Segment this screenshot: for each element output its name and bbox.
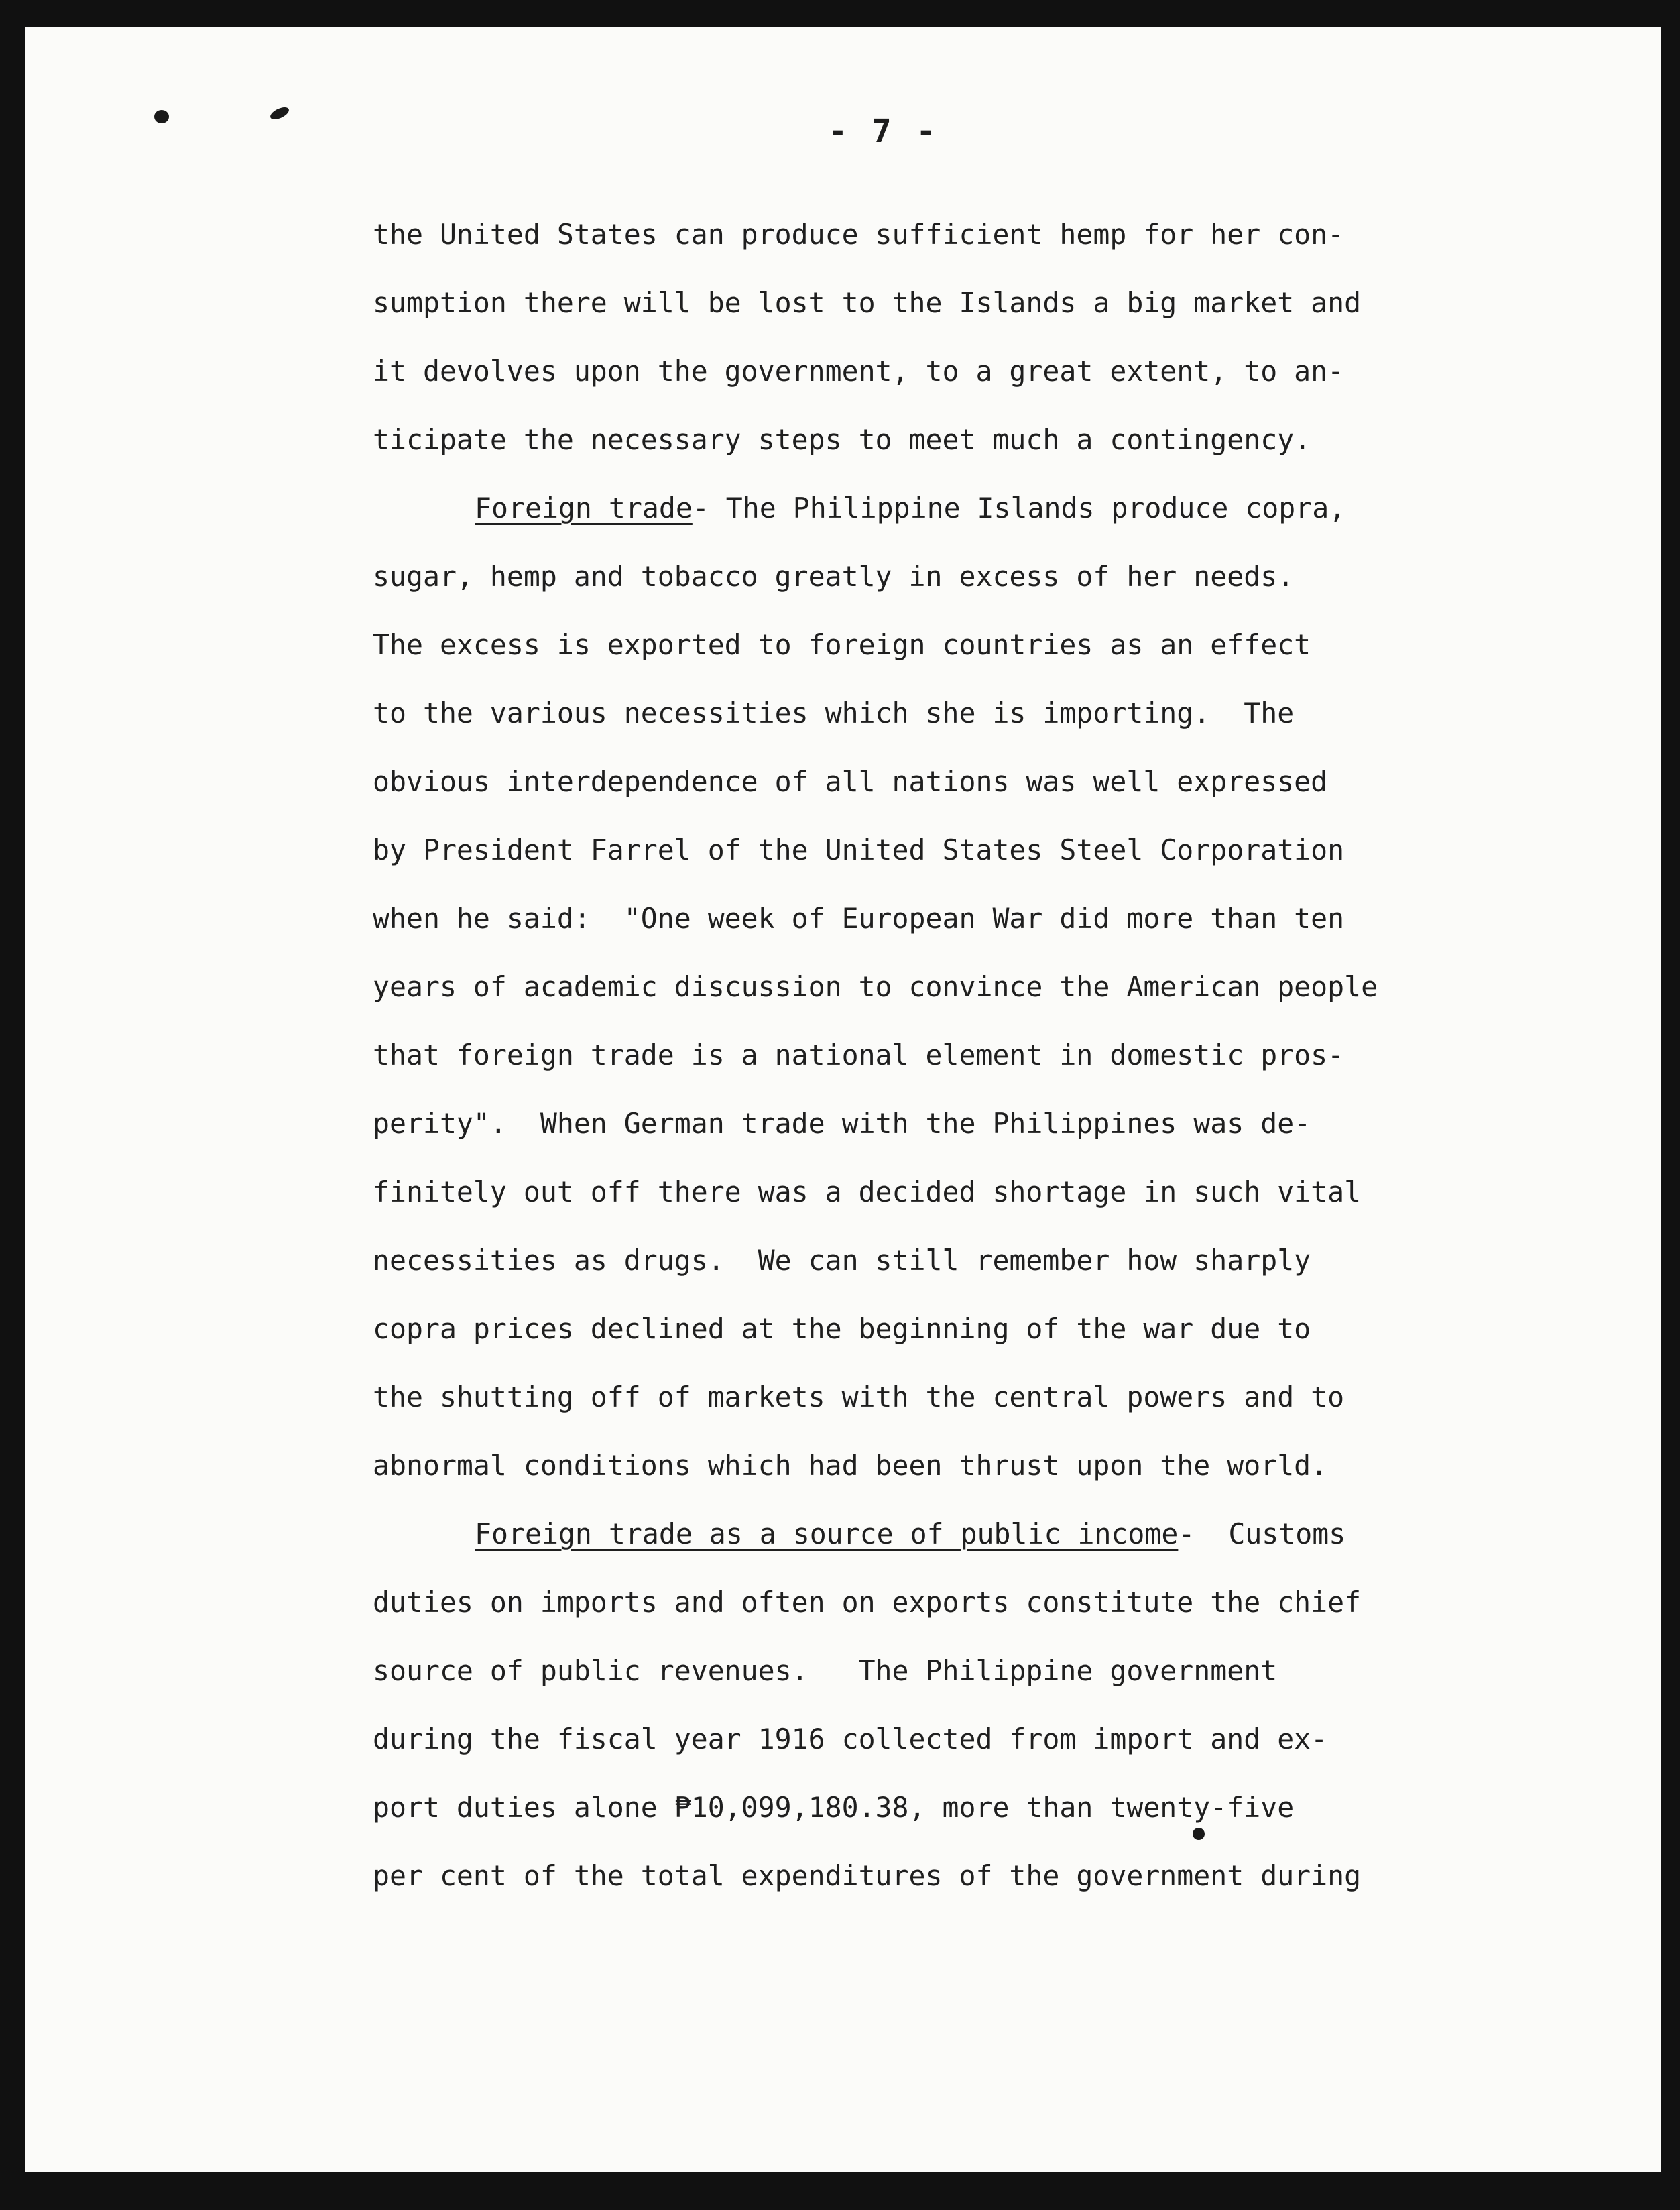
text-line: finitely out off there was a decided shortage in such vital <box>373 1175 1362 1208</box>
ink-dot-mark <box>1193 1828 1205 1840</box>
text-line: perity". When German trade with the Philippines was de- <box>373 1107 1311 1140</box>
text-line: by President Farrel of the United States Steel Corporation <box>373 833 1345 866</box>
text-line: it devolves upon the government, to a great extent, to an- <box>373 355 1345 388</box>
ink-blot-mark <box>154 110 169 123</box>
ink-blot-mark <box>268 105 290 121</box>
text-line: copra prices declined at the beginning of the war due to <box>373 1312 1311 1345</box>
text-line: abnormal conditions which had been thrust upon the world. <box>373 1449 1328 1482</box>
text-line: the United States can produce sufficient hemp for her con- <box>373 218 1345 251</box>
text-line: duties on imports and often on exports constitute the chief <box>373 1586 1362 1619</box>
text-line: ticipate the necessary steps to meet much a contingency. <box>373 423 1311 456</box>
text-line: that foreign trade is a national element in domestic pros- <box>373 1039 1345 1071</box>
typed-page <box>25 27 1661 2172</box>
section-heading: Foreign trade <box>475 491 693 524</box>
text-line: sugar, hemp and tobacco greatly in excess of her needs. <box>373 560 1295 593</box>
text-line: to the various necessities which she is importing. The <box>373 697 1295 730</box>
text-line: during the fiscal year 1916 collected from import and ex- <box>373 1723 1328 1755</box>
page-number: - 7 - <box>828 113 939 150</box>
text-line: the shutting off of markets with the central powers and to <box>373 1381 1345 1413</box>
text-line: The excess is exported to foreign countries as an effect <box>373 628 1311 661</box>
text-line: years of academic discussion to convince the American people <box>373 970 1378 1003</box>
text-line: obvious interdependence of all nations was well expressed <box>373 765 1328 798</box>
text-line: per cent of the total expenditures of the government during <box>373 1859 1362 1892</box>
text-line: sumption there will be lost to the Islands a big market and <box>373 286 1362 319</box>
text-line: when he said: "One week of European War did more than ten <box>373 902 1345 935</box>
section-heading: Foreign trade as a source of public income <box>475 1517 1179 1550</box>
paragraph-heading-line: Foreign trade as a source of public income- Customs <box>475 1517 1346 1550</box>
text-line: necessities as drugs. We can still remember how sharply <box>373 1244 1311 1277</box>
text-line: port duties alone ₱10,099,180.38, more than twenty-five <box>373 1791 1295 1824</box>
paragraph-heading-line: Foreign trade- The Philippine Islands produce copra, <box>475 491 1346 524</box>
text-line: source of public revenues. The Philippine government <box>373 1654 1278 1687</box>
